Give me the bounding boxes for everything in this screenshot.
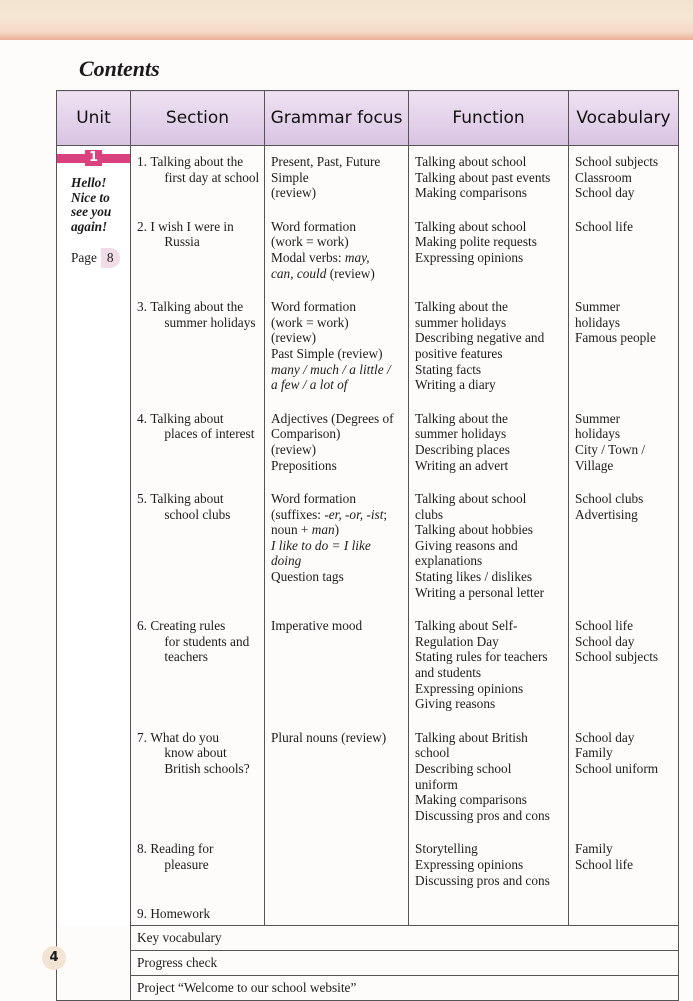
section-text[interactable]: teachers — [164, 649, 208, 665]
table-row — [57, 618, 679, 730]
section-text[interactable]: summer holidays — [164, 314, 256, 330]
grammar-text: noun + — [271, 522, 312, 538]
grammar-line — [271, 522, 404, 538]
grammar-text: ) — [334, 522, 340, 538]
function-cell — [409, 411, 569, 491]
grammar-cell — [265, 146, 409, 219]
section-text[interactable]: Talking about the — [150, 299, 244, 315]
section-text[interactable]: Talking about — [150, 410, 224, 426]
vocabulary-line: City / Town / — [575, 441, 646, 457]
grammar-line: Question tags — [271, 569, 344, 585]
function-cell — [409, 219, 569, 299]
vocabulary-line: holidays — [575, 314, 621, 330]
table-row — [57, 411, 679, 491]
grammar-line: Plural nouns (review) — [271, 729, 387, 745]
unit-cell-empty — [57, 925, 131, 950]
section-cell — [131, 618, 265, 730]
function-line: school — [415, 745, 450, 761]
function-line: Describing school — [415, 761, 512, 776]
unit-number: 1 — [85, 150, 103, 166]
section-text[interactable]: What do you — [150, 729, 219, 745]
section-number: 4. — [137, 410, 147, 426]
function-line: Describing negative and — [415, 330, 545, 346]
section-text[interactable]: Talking about — [150, 491, 224, 507]
section-text[interactable]: first day at school — [164, 169, 260, 185]
section-text[interactable]: British schools? — [164, 761, 250, 776]
badge-bar-left — [57, 154, 85, 163]
vocabulary-line: School day — [575, 185, 635, 201]
function-cell — [409, 491, 569, 618]
function-line: Making comparisons — [415, 792, 527, 808]
function-cell — [409, 299, 569, 411]
function-line: clubs — [415, 506, 444, 522]
grammar-line: Word formation — [271, 491, 356, 507]
vocabulary-cell — [569, 219, 679, 299]
function-line: Describing places — [415, 441, 510, 457]
vocabulary-line: holidays — [575, 426, 621, 442]
table-row — [57, 906, 679, 925]
function-line: Writing a personal letter — [415, 584, 545, 600]
page-title: Contents — [79, 56, 160, 81]
function-line: Giving reasons and — [415, 537, 518, 553]
grammar-line — [271, 507, 404, 523]
grammar-line: Word formation — [271, 299, 356, 315]
grammar-line: I like to do = I like — [271, 537, 371, 553]
section-number: 3. — [137, 299, 147, 315]
section-text[interactable]: Reading for — [150, 841, 214, 857]
grammar-line: (review) — [271, 330, 317, 346]
grammar-cell — [265, 618, 409, 730]
function-line: Storytelling — [415, 841, 478, 857]
function-line: explanations — [415, 553, 483, 569]
unit-title-line: see you — [71, 204, 112, 219]
header-unit: Unit — [57, 91, 131, 146]
function-line: Writing an advert — [415, 457, 509, 473]
function-line: uniform — [415, 776, 458, 792]
vocabulary-line: School clubs — [575, 491, 644, 507]
footer-item[interactable]: Progress check — [131, 950, 679, 975]
grammar-cell — [265, 299, 409, 411]
grammar-line: Adjectives (Degrees of — [271, 410, 394, 426]
footer-row — [57, 950, 679, 975]
function-cell — [409, 618, 569, 730]
decorative-top-band — [0, 0, 693, 40]
section-cell — [131, 299, 265, 411]
grammar-cell — [265, 906, 409, 925]
function-line: Expressing opinions — [415, 249, 524, 265]
grammar-line: (work = work) — [271, 314, 349, 330]
table-row — [57, 730, 679, 842]
grammar-text: Modal verbs: — [271, 249, 345, 265]
section-text[interactable]: for students and — [164, 633, 250, 649]
unit-title-line: again! — [71, 218, 108, 234]
section-number: 8. — [137, 841, 147, 857]
grammar-line: (review) — [271, 441, 317, 457]
header-grammar: Grammar focus — [265, 91, 409, 146]
grammar-cell — [265, 730, 409, 842]
section-text[interactable]: know about — [164, 745, 227, 761]
vocabulary-line: School subjects — [575, 649, 659, 665]
grammar-text: ; — [383, 506, 388, 522]
table-row — [57, 146, 679, 219]
grammar-cell — [265, 219, 409, 299]
vocabulary-cell — [569, 841, 679, 906]
vocabulary-cell — [569, 618, 679, 730]
unit-title-line: Hello! — [71, 175, 107, 190]
grammar-line: Present, Past, Future — [271, 154, 381, 169]
header-function: Function — [409, 91, 569, 146]
vocabulary-line: Classroom — [575, 169, 632, 185]
grammar-line: (review) — [271, 185, 317, 201]
vocabulary-cell — [569, 906, 679, 925]
section-text[interactable]: Creating rules — [150, 618, 226, 634]
vocabulary-line: School life — [575, 218, 633, 234]
unit-title — [71, 176, 130, 234]
function-line: Talking about past events — [415, 169, 551, 185]
table-row — [57, 491, 679, 618]
section-number: 6. — [137, 618, 147, 634]
vocabulary-cell — [569, 730, 679, 842]
header-vocabulary: Vocabulary — [569, 91, 679, 146]
function-line: summer holidays — [415, 426, 507, 442]
unit-cell-empty — [57, 950, 131, 975]
page-folio: 4 — [42, 946, 66, 970]
vocabulary-line: Summer — [575, 410, 621, 426]
vocabulary-line: Family — [575, 745, 613, 761]
unit-badge — [57, 150, 130, 166]
page-number: 8 — [101, 248, 120, 268]
function-line: Talking about school — [415, 218, 527, 234]
function-line: Giving reasons — [415, 696, 496, 712]
unit-title-line: Nice to — [71, 189, 110, 205]
grammar-italic: man — [311, 522, 335, 538]
function-line: positive features — [415, 345, 503, 361]
unit-page-link[interactable] — [71, 248, 130, 268]
contents-table — [56, 90, 679, 1001]
section-number: 9. — [137, 906, 147, 922]
grammar-line: Word formation — [271, 218, 356, 234]
section-text[interactable]: I wish I were in — [150, 218, 234, 234]
grammar-line: many / much / a little / — [271, 361, 391, 377]
section-text[interactable]: pleasure — [164, 856, 209, 872]
grammar-italic: -er, -or, -ist — [324, 506, 384, 522]
header-row — [57, 91, 679, 146]
unit-cell-empty — [57, 975, 131, 1000]
vocabulary-line: Advertising — [575, 506, 638, 522]
section-text[interactable]: school clubs — [164, 506, 231, 522]
function-line: and students — [415, 665, 482, 681]
function-line: Talking about school — [415, 491, 527, 507]
section-cell — [131, 730, 265, 842]
function-cell — [409, 146, 569, 219]
section-text[interactable]: Homework — [150, 906, 211, 922]
page-label: Page — [71, 250, 97, 266]
function-line: Talking about British — [415, 729, 528, 745]
footer-row — [57, 925, 679, 950]
grammar-cell — [265, 841, 409, 906]
function-line: Stating likes / dislikes — [415, 569, 533, 585]
section-text[interactable]: Russia — [164, 234, 200, 250]
badge-bar-right — [102, 154, 130, 163]
vocabulary-line: Family — [575, 841, 613, 857]
function-line: Making polite requests — [415, 234, 537, 250]
grammar-cell — [265, 411, 409, 491]
grammar-line: Past Simple (review) — [271, 345, 383, 361]
function-line: Talking about the — [415, 410, 508, 426]
section-text[interactable]: places of interest — [164, 426, 255, 442]
function-line: Talking about hobbies — [415, 522, 533, 538]
section-number: 7. — [137, 729, 147, 745]
vocabulary-cell — [569, 411, 679, 491]
grammar-text: (review) — [326, 265, 375, 281]
grammar-line: Prepositions — [271, 457, 337, 473]
section-number: 1. — [137, 154, 147, 169]
function-line: Writing a diary — [415, 377, 496, 393]
grammar-line: (work = work) — [271, 234, 349, 250]
footer-item[interactable]: Key vocabulary — [131, 925, 679, 950]
vocabulary-line: Village — [575, 457, 614, 473]
function-cell — [409, 841, 569, 906]
function-line: Making comparisons — [415, 185, 527, 201]
vocabulary-cell — [569, 491, 679, 618]
section-number: 2. — [137, 218, 147, 234]
grammar-line — [271, 266, 404, 282]
section-cell — [131, 146, 265, 219]
grammar-cell — [265, 491, 409, 618]
section-cell — [131, 219, 265, 299]
grammar-line — [271, 250, 404, 266]
section-cell — [131, 411, 265, 491]
table-row — [57, 841, 679, 906]
vocabulary-line: Summer — [575, 299, 621, 315]
function-line: Regulation Day — [415, 633, 499, 649]
grammar-text: (suffixes: — [271, 506, 325, 522]
section-cell — [131, 906, 265, 925]
vocabulary-line: Famous people — [575, 330, 656, 346]
grammar-italic: may, — [344, 249, 370, 265]
function-cell — [409, 730, 569, 842]
vocabulary-line: School day — [575, 729, 635, 745]
vocabulary-line: School life — [575, 856, 633, 872]
function-line: Stating facts — [415, 361, 482, 377]
vocabulary-line: School life — [575, 618, 633, 634]
vocabulary-line: School day — [575, 633, 635, 649]
table-row — [57, 299, 679, 411]
grammar-line: a few / a lot of — [271, 377, 348, 393]
footer-row — [57, 975, 679, 1000]
grammar-italic: can, could — [271, 265, 327, 281]
function-line: Expressing opinions — [415, 680, 524, 696]
function-line: Stating rules for teachers — [415, 649, 548, 665]
function-line: Expressing opinions — [415, 856, 524, 872]
section-cell — [131, 841, 265, 906]
grammar-line: Imperative mood — [271, 618, 363, 634]
unit-cell — [57, 146, 131, 926]
section-text[interactable]: Talking about the — [150, 154, 244, 169]
vocabulary-cell — [569, 146, 679, 219]
vocabulary-line: School uniform — [575, 761, 659, 776]
function-line: Discussing pros and cons — [415, 807, 550, 823]
function-line: Talking about Self- — [415, 618, 518, 634]
function-cell — [409, 906, 569, 925]
function-line: Discussing pros and cons — [415, 872, 550, 888]
function-line: Talking about the — [415, 299, 508, 315]
grammar-line: doing — [271, 553, 302, 569]
vocabulary-cell — [569, 299, 679, 411]
footer-item[interactable]: Project “Welcome to our school website” — [131, 975, 679, 1000]
header-section: Section — [131, 91, 265, 146]
function-line: Talking about school — [415, 154, 527, 169]
function-line: summer holidays — [415, 314, 507, 330]
grammar-line: Comparison) — [271, 426, 341, 442]
table-row — [57, 219, 679, 299]
grammar-line: Simple — [271, 169, 309, 185]
vocabulary-line: School subjects — [575, 154, 659, 169]
section-number: 5. — [137, 491, 147, 507]
section-cell — [131, 491, 265, 618]
